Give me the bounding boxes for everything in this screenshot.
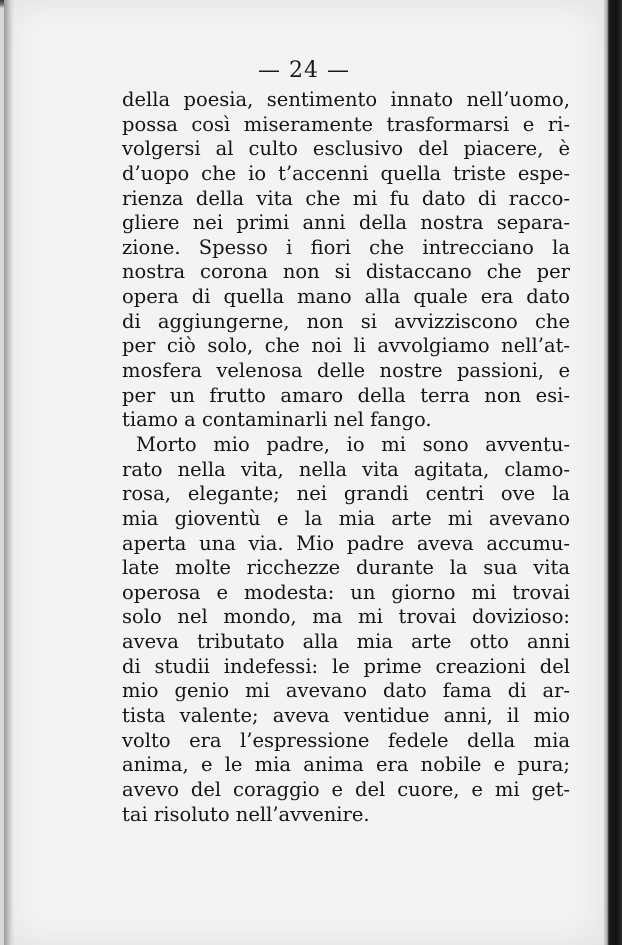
text-line: della poesia, sentimento innato nell’uomo,: [122, 88, 570, 111]
text-line: tista valente; aveva ventidue anni, il mio: [122, 704, 570, 728]
text-line: aperta una via. Mio padre aveva accumu-: [122, 531, 570, 555]
text-line: per un frutto amaro della terra non esi-: [122, 383, 570, 407]
text-line: anima, e le mia anima era nobile e pura;: [122, 753, 570, 777]
text-line: zione. Spesso i fiori che intrecciano la: [122, 235, 570, 259]
text-line: volto era l’espressione fedele della mia: [122, 728, 570, 752]
text-line: rato nella vita, nella vita agitata, clamo-: [122, 457, 570, 481]
text-line: gliere nei primi anni della nostra separa-: [122, 211, 570, 235]
text-line: opera di quella mano alla quale era dato: [122, 285, 570, 309]
text-line: mosfera velenosa delle nostre passioni, e: [122, 359, 570, 383]
text-line: mia gioventù e la mia arte mi avevano: [122, 506, 570, 530]
text-line: aveva tributato alla mia arte otto anni: [122, 630, 570, 654]
text-line: nostra corona non si distaccano che per: [122, 260, 570, 284]
book-page: [4, 0, 604, 945]
page-left-edge: [4, 0, 14, 945]
text-line: tiamo a contaminarli nel fango.: [122, 408, 432, 432]
text-line: rosa, elegante; nei grandi centri ove la: [122, 482, 570, 506]
text-line: rienza della vita che mi fu dato di racco-: [122, 186, 570, 210]
text-line: late molte ricchezze durante la sua vita: [122, 556, 570, 580]
text-line: possa così miseramente trasformarsi e ri-: [122, 112, 570, 136]
text-line: volgersi al culto esclusivo del piacere, è: [122, 137, 570, 161]
text-line: Morto mio padre, io mi sono avventu-: [136, 432, 570, 456]
text-line: di studii indefessi: le prime creazioni del: [122, 654, 570, 678]
text-line: avevo del coraggio e del cuore, e mi get-: [122, 777, 570, 801]
scan-right-edge: [604, 0, 622, 945]
text-line: d’uopo che io t’accenni quella triste espe-: [122, 161, 570, 185]
page-number: — 24 —: [258, 58, 350, 83]
body-text: [122, 88, 570, 827]
text-line: mio genio mi avevano dato fama di ar-: [122, 679, 570, 703]
text-line: operosa e modesta: un giorno mi trovai: [122, 580, 570, 604]
text-line: solo nel mondo, ma mi trovai dovizioso:: [122, 605, 570, 629]
text-line: per ciò solo, che noi li avvolgiamo nell’at-: [122, 334, 570, 358]
text-line: tai risoluto nell’avvenire.: [122, 802, 370, 826]
text-line: di aggiungerne, non si avvizziscono che: [122, 309, 570, 333]
